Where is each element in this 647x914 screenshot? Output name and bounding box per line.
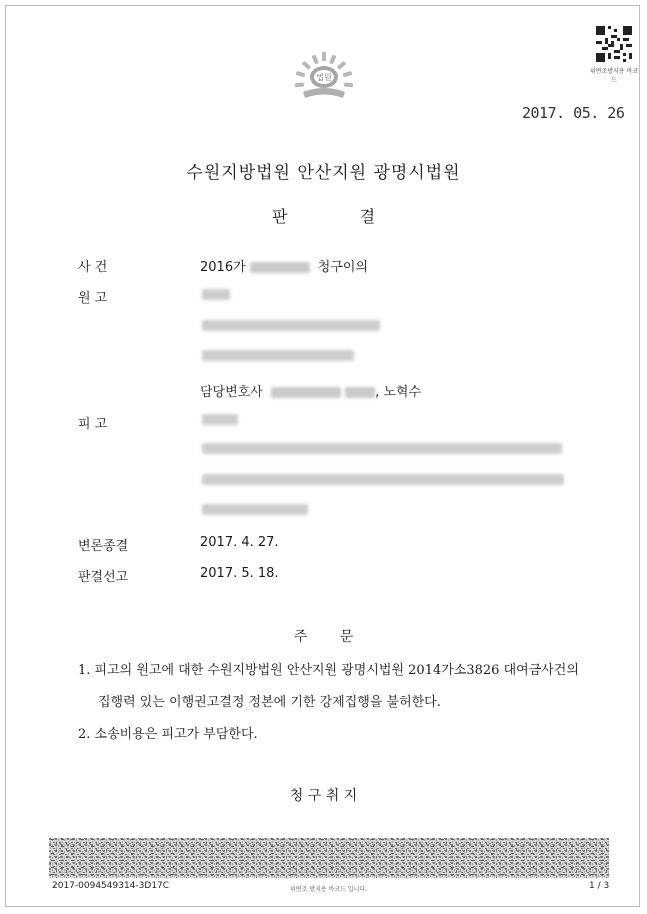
field-label-case: 사 건 [78, 260, 108, 275]
document-title-char-1: 판 [271, 207, 288, 226]
page-frame [5, 5, 640, 907]
qr-caption: 위변조방지용 바코드 [589, 68, 639, 84]
field-label-defendant: 피 고 [78, 417, 108, 432]
document-id: 2017-0094549314-3D17C [52, 881, 170, 891]
redaction-plaintiff-address-1 [202, 320, 380, 331]
redaction [271, 387, 341, 398]
claim-title: 청 구 취 지 [289, 788, 358, 804]
redaction [345, 387, 375, 398]
security-pattern [49, 838, 609, 878]
field-label-plaintiff: 원 고 [78, 291, 108, 306]
order-title: 주 문 [293, 629, 354, 645]
redaction-defendant-address-3 [202, 504, 308, 515]
order-item-2: 2. 소송비용은 피고가 부담한다. [78, 727, 258, 742]
closing-date: 2017. 4. 27. [200, 535, 279, 550]
sentencing-date: 2017. 5. 18. [200, 566, 279, 581]
document-title-char-2: 결 [359, 207, 376, 226]
redaction-plaintiff-name [202, 289, 230, 300]
case-number: 2016가 청구이의 [200, 260, 369, 275]
redaction-defendant-address-1 [202, 443, 562, 454]
redaction-defendant-name [202, 414, 238, 425]
page-number: 1 / 3 [589, 881, 610, 891]
court-name: 수원지방법원 안산지원 광명시법원 [186, 163, 461, 183]
document-title [0, 204, 647, 227]
order-item-1: 1. 피고의 원고에 대한 수원지방법원 안산지원 광명시법원 2014가소3826 대여금사건의 [78, 663, 579, 678]
court-emblem-icon [293, 50, 355, 102]
field-label-sentencing: 판결선고 [78, 570, 129, 585]
field-label-closing: 변론종결 [78, 539, 129, 554]
barcode-notice: 위변조 방지용 바코드 입니다. [290, 886, 368, 893]
qr-code-icon [596, 26, 632, 62]
redaction [250, 262, 310, 273]
attorney-line: 담당변호사 , 노혁수 [200, 385, 422, 400]
redaction-defendant-address-2 [202, 474, 564, 485]
emblem-text: 법원 [316, 73, 332, 82]
stamp-date: 2017. 05. 26 [522, 104, 625, 122]
redaction-plaintiff-address-2 [202, 350, 354, 361]
order-item-1-cont: 집행력 있는 이행권고결정 정본에 기한 강제집행을 불허한다. [98, 695, 441, 710]
